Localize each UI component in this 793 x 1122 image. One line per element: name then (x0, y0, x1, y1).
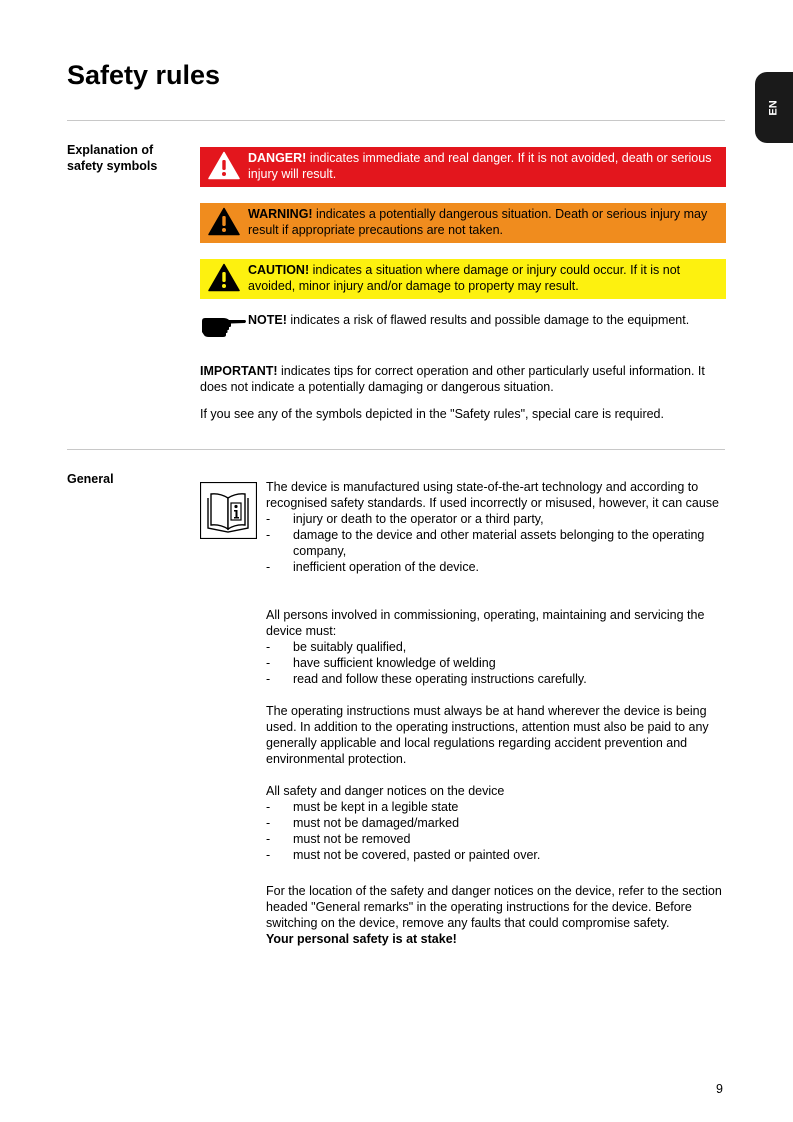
important-paragraph: IMPORTANT! indicates tips for correct operation and other particularly useful information. It does not indicate a potentially damaging or dangerous situation. (200, 364, 705, 394)
section-divider (67, 120, 725, 121)
closing-statement: Your personal safety is at stake! (266, 932, 457, 946)
list-item: - must not be covered, pasted or painted over. (266, 847, 728, 863)
caution-text: CAUTION! indicates a situation where damage or injury could occur. If it is not avoided, minor injury and/or damage to property may result. (248, 263, 681, 293)
list-item: - injury or death to the operator or a third party, (266, 511, 728, 527)
read-manual-icon (200, 482, 257, 539)
notices-block (266, 783, 728, 863)
location-block (266, 883, 728, 947)
risk-list (266, 511, 728, 575)
list-item: - must not be damaged/marked (266, 815, 728, 831)
persons-intro: All persons involved in commissioning, operating, maintaining and servicing the device must: (266, 608, 705, 638)
list-item: - must not be removed (266, 831, 728, 847)
list-item: - must be kept in a legible state (266, 799, 728, 815)
section-label-general: General (67, 472, 114, 486)
persons-list (266, 639, 728, 687)
instructions-paragraph: The operating instructions must always be at hand wherever the device is being used. In addition to the operating instructions, attention must also be paid to any generally applicable and local regulations regarding accident prevention and environmental protection. (266, 704, 709, 766)
section-divider (67, 449, 725, 450)
location-paragraph: For the location of the safety and danger notices on the device, refer to the section headed "General remarks" in the operating instructions for the device. Before switching on the device, remove any faults that could compromise safety. (266, 884, 722, 930)
warning-notice (200, 203, 726, 243)
warning-triangle-icon (200, 259, 248, 292)
warning-text: WARNING! indicates a potentially dangerous situation. Death or serious injury may result if appropriate precautions are not taken. (248, 207, 708, 237)
language-tab (755, 72, 793, 143)
list-item: - be suitably qualified, (266, 639, 728, 655)
notices-list (266, 799, 728, 863)
page-title: Safety rules (67, 60, 221, 90)
note-text: NOTE! indicates a risk of flawed results and possible damage to the equipment. (248, 313, 690, 327)
general-body (266, 479, 728, 575)
warning-triangle-icon (200, 147, 248, 180)
list-item: - read and follow these operating instructions carefully. (266, 671, 728, 687)
page-number: 9 (716, 1082, 723, 1096)
caution-notice (200, 259, 726, 299)
list-item: - have sufficient knowledge of welding (266, 655, 728, 671)
note-notice (200, 310, 726, 342)
pointing-hand-icon (200, 310, 248, 340)
section-label-explanation: Explanation of safety symbols (67, 143, 158, 173)
symbols-note: If you see any of the symbols depicted in the "Safety rules", special care is required. (200, 407, 664, 421)
danger-notice (200, 147, 726, 187)
instructions-block (266, 703, 728, 767)
danger-text: DANGER! indicates immediate and real danger. If it is not avoided, death or serious injury will result. (248, 151, 712, 181)
warning-triangle-icon (200, 203, 248, 236)
language-tab-label: EN (768, 99, 780, 116)
persons-block (266, 607, 728, 687)
list-item: - inefficient operation of the device. (266, 559, 728, 575)
general-intro: The device is manufactured using state-of-the-art technology and according to recognised safety standards. If used incorrectly or misused, however, it can cause (266, 480, 720, 510)
list-item: - damage to the device and other material assets belonging to the operating company, (266, 527, 728, 559)
notices-intro: All safety and danger notices on the device (266, 784, 505, 798)
